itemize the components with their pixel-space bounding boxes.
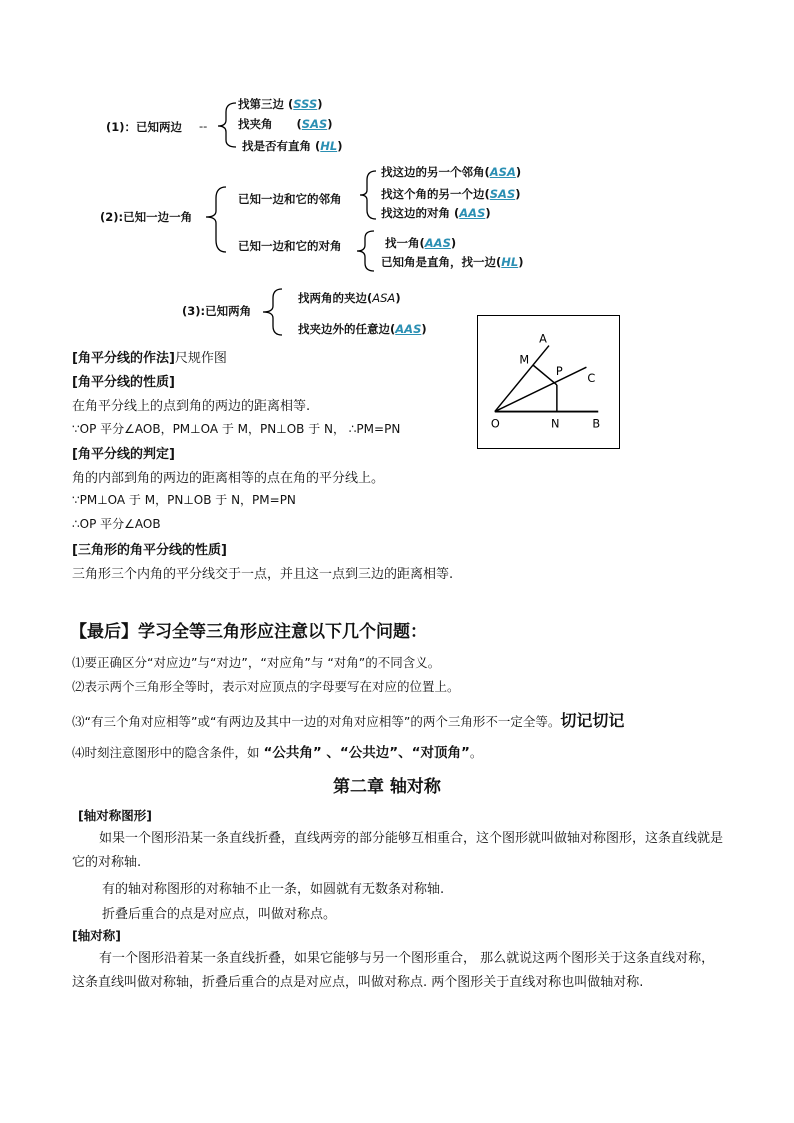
- tree1-item-1: 找第三边 (SSS): [238, 97, 323, 111]
- judge-heading: [角平分线的判定]: [72, 447, 175, 462]
- property-text: 在角平分线上的点到角的两边的距离相等.: [72, 399, 311, 414]
- tree1-root: (1)：已知两边: [106, 120, 183, 134]
- property-heading: [角平分线的性质]: [72, 375, 175, 390]
- label-c: C: [587, 371, 596, 385]
- tree2-a-item-1: 找这边的另一个邻角(ASA): [381, 165, 522, 179]
- angle-bisector-figure: [478, 316, 619, 448]
- label-p: P: [555, 364, 563, 379]
- axis-figure-heading: [轴对称图形]: [78, 808, 152, 823]
- tree1-brace: [214, 100, 240, 150]
- final-item-2: ⑵表示两个三角形全等时，表示对应顶点的字母要写在对应的位置上。: [72, 679, 460, 694]
- tree2-brace: [200, 184, 230, 256]
- tree2-b-item-2: 已知角是直角，找一边(HL): [381, 255, 524, 269]
- angle-bisector-diagram: [477, 315, 620, 449]
- axis-figure-paragraph-1: 如果一个图形沿某一条直线折叠，直线两旁的部分能够互相重合，这个图形就叫做轴对称图形，这条直线就是它的对称轴.: [72, 831, 724, 870]
- axis-symmetry-paragraph: 有一个图形沿着某一条直线折叠，如果它能够与另一个图形重合， 那么就说这两个图形关于这条直线对称，这条直线叫做对称轴，折叠后重合的点是对应点，叫做对称点. 两个图形关于直线对称也叫做轴对称.: [72, 951, 715, 990]
- construction-line: [角平分线的作法]尺规作图: [72, 351, 227, 366]
- tree3-item-1: 找两角的夹边(ASA): [298, 291, 401, 305]
- axis-symmetry-heading: [轴对称]: [72, 928, 121, 943]
- judge-proof-2: ∴OP 平分∠AOB: [72, 517, 161, 531]
- tree1-item-2: 找夹角 (SAS): [238, 117, 333, 131]
- label-o: O: [490, 416, 500, 431]
- axis-figure-paragraph-2: 有的轴对称图形的对称轴不止一条，如圆就有无数条对称轴.: [102, 882, 445, 897]
- label-b: B: [592, 416, 601, 431]
- judge-proof-1: ∵PM⊥OA 于 M，PN⊥OB 于 N，PM=PN: [72, 493, 296, 507]
- tree2-brace-b: [352, 228, 380, 274]
- label-n: N: [550, 416, 560, 431]
- final-item-1: ⑴要正确区分“对应边”与“对边”，“对应角”与 “对角”的不同含义。: [72, 655, 441, 670]
- triangle-heading: [三角形的角平分线的性质]: [72, 543, 227, 558]
- tree2-root: (2):已知一边一角: [100, 210, 193, 224]
- final-item-3: ⑶“有三个角对应相等”或“有两边及其中一边的对角对应相等”的两个三角形不一定全等。切记切记: [72, 711, 625, 730]
- label-m: M: [519, 352, 530, 367]
- tree2-a-item-3: 找这边的对角 (AAS): [381, 206, 491, 220]
- label-a: A: [539, 331, 547, 346]
- tree3-item-2: 找夹边外的任意边(AAS): [298, 322, 427, 336]
- tree2-a-item-2: 找这个角的另一个边(SAS): [381, 187, 521, 201]
- tree3-brace: [258, 286, 286, 338]
- final-heading: 【最后】学习全等三角形应注意以下几个问题：: [70, 622, 427, 642]
- ray-oc: [495, 367, 587, 411]
- chapter-title: 第二章 轴对称: [333, 777, 441, 797]
- tree2-b-item-1: 找一角(AAS): [385, 236, 457, 250]
- axis-figure-paragraph-3: 折叠后重合的点是对应点，叫做对称点。: [102, 907, 337, 922]
- tree2-brace-a: [356, 168, 380, 222]
- tree2-branch-b: 已知一边和它的对角: [238, 239, 342, 253]
- tree2-branch-a: 已知一边和它的邻角: [238, 192, 342, 206]
- final-item-4: ⑷时刻注意图形中的隐含条件，如 “公共角” 、“公共边”、“对顶角”。: [72, 745, 483, 761]
- tree1-item-3: 找是否有直角 (HL): [242, 139, 343, 153]
- segment-pm: [533, 365, 557, 385]
- tree1-dash: --: [199, 119, 208, 133]
- tree3-root: (3):已知两角: [182, 304, 252, 318]
- emphasis-text: 切记切记: [560, 711, 625, 730]
- triangle-text: 三角形三个内角的平分线交于一点，并且这一点到三边的距离相等.: [72, 567, 454, 582]
- judge-text: 角的内部到角的两边的距离相等的点在角的平分线上。: [72, 471, 385, 486]
- property-proof: ∵OP 平分∠AOB，PM⊥OA 于 M，PN⊥OB 于 N， ∴PM=PN: [72, 422, 401, 436]
